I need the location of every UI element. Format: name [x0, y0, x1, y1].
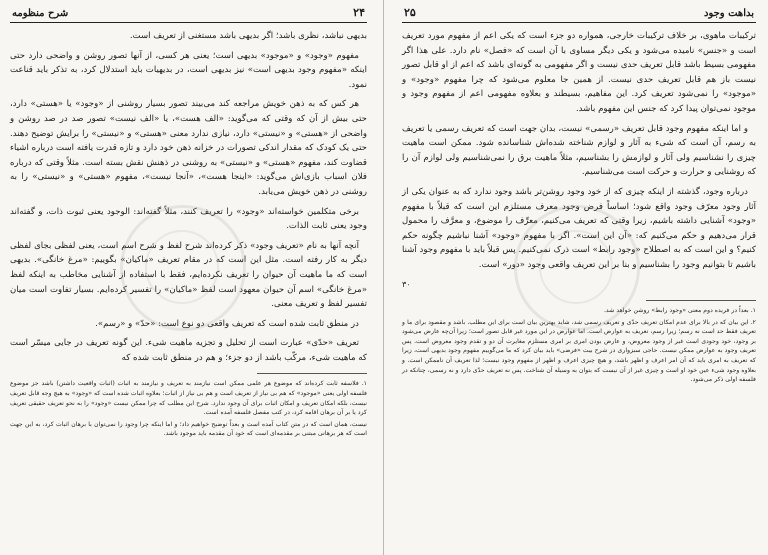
left-page-header	[10, 6, 367, 23]
page-mark: ۳۰	[402, 279, 411, 289]
left-footnotes	[10, 379, 367, 439]
paragraph: تعریف «حدّی» عبارت است از تحلیل و تجزیه ماهیت شیء. این گونه تعریف در جایی میسّر است که ماهیت شیء، مرکّب باشد از دو جزء؛ و هم در منطق ثابت شده که	[10, 338, 367, 363]
right-page-header	[402, 6, 756, 23]
footnote: ۱. فلاسفه ثابت کرده‌اند که موضوع هر علمی ممکن است نیازمند به تعریف و نیازمند به اثبات (اثبات واقعیت داشتن) باشد جز موضوع فلسفه اولی یعنی «موجود» که هم بی نیاز از تعریف است و هم بی نیاز از اثبات؛ بعلاوه اثبات شده است که «وجود» به هیچ وجه قابل تعریف نیست، بلکه امکان تعریف و امکان اثبات برای آن وجود ندارد. شرح این مطلب که چرا ممکن نیست «وجود» را به نحو تعریف حقیقی تعریف کرد یا بر آن برهان اقامه کرد، در کتب مفصل فلسفه آمده است.	[10, 380, 367, 417]
right-footnotes	[402, 306, 756, 385]
footnote: ۲. این بیان که در بالا برای عدم امکان تعریف حدّی و تعریف رسمی شد، شاید بهترین بیان است برای این مطلب. باشد و مقصود برای ما و تعریف فقط حد است نه رسم؛ زیرا رسم، تعریف به عوارض است. اما عوارض در این مورد غیر قابل تصور است؛ زیرا آن‌چه عارض می‌شود بر وجود، خود وجودی است غیر از وجود معروض، و عارض بودن امری بر امری مستلزم مغایرت آن دو و تقدم وجود معروض است. پس تعریف وجود به عوارض ممکن نیست. حاجی سبزواری در شرح بیت «فرضی» باید بیان کرد که ما می‌گوییم مفهوم وجود بدیهی است، زیرا که تعریف به امری باید که آن امر اعرف و اظهر باشد، و هیچ چیزی اعرف و اظهر از مفهوم وجود نیست؛ لذا تعریف آن ناممکن است. و بعلاوه وجود شیء عین خود او است و چیزی غیر از آن نیست که بتوان به وسیله آن شناخت. پس نه تعریف حدّی دارد و نه رسمی، چنانکه در فلسفه اولی ذکر می‌شود.	[402, 318, 756, 384]
running-title: شرح منظومه	[12, 8, 69, 19]
footnote: نیست، همان است که در متن کتاب آمده است و بعداً توضیح خواهیم داد؛ و اما اینکه چرا وجود را نمی‌توان با برهان اثبات کرد، به این جهت است که هر برهانی مبتنی بر مقدمه‌ای است که خود آن مقدمه باید موجود باشد.	[10, 420, 367, 438]
paragraph: در منطق ثابت شده است که تعریف واقعی دو نوع است: «حدّ» و «رسم».	[95, 318, 359, 329]
paragraph: برخی متکلمین خواسته‌اند «وجود» را تعریف کنند، مثلاً گفته‌اند: الوجود یعنی ثبوت ذات، و گفته‌اند وجود یعنی ثابت الذات.	[10, 206, 367, 232]
paragraph: آنچه آنها به نام «تعریف وجود» ذکر کرده‌اند شرح لفظ و شرح اسم است، یعنی لفظی بجای لفظی دیگر به کار رفته است. مثل این است که در مقام تعریف «ماکیان» بگوییم: «مرغ خانگی». بدیهی است که ما ماهیت آن حیوان را تعریف نکرده‌ایم، فقط با استفاده از آشنایی مخاطب به اینکه لفظ «مرغ خانگی» اسم آن حیوان معهود است لفظ «ماکیان» را تفسیر کرده‌ایم. بسیار تفاوت است میان تفسیر لفظ و تعریف معنی.	[10, 240, 367, 310]
paragraph: درباره وجود، گذشته از اینکه چیزی که از خود وجود روشن‌تر باشد وجود ندارد که به عنوان یکی از آثار وجود معرّف وجود واقع شود؛ اساساً فرض وجود معرف مستلزم این است که قبلاً با مفهوم «وجود» آشنایی داشته باشیم، زیرا وقتی که تعریف می‌کنیم، معرِّف را موضوع، و معرَّف را محمول قرار می‌دهیم و حکم می‌کنیم که: «آن این است». اگر با مفهوم «وجود» آشنا نباشیم چگونه حکم کنیم؟ و این است که به اصطلاح «وجود رابط» است ذرک نمی‌کنیم. پس قبلاً باید با مفهوم وجود آشنا باشیم تا بتوانیم وجود را بشناسیم و بنا بر این تعریف واقعی وجود «دور» است.	[402, 186, 756, 270]
paragraph: ترکیبات ماهوی، بر خلاف ترکیبات خارجی، همواره دو جزء است که یکی اعم از مفهوم مورد تعریف است و «جنس» نامیده می‌شود و یکی دیگر مساوی با آن است که «فصل» نام دارد. علی هذا اگر مفهومی بسیط باشد قابل تعریف حدی نیست و اگر مفهومی به گونه‌ای باشد که اعم از او قابل تصور نیست باز هم قابل تعریف حدی نیست. از همین جا معلوم می‌شود که چرا مفهوم «وجود» و «موجود» را نمی‌شود تعریف کرد. این مفاهیم، بسیطند و بعلاوه مفهومی اعم از مفهوم وجود و موجود نمی‌توان پیدا کرد که جنس این مفهوم باشد.	[402, 31, 756, 114]
page-number: ۲۴	[353, 6, 365, 19]
footnote-rule	[646, 300, 756, 301]
running-title: بداهت وجود	[703, 8, 754, 19]
footnote: ۱. بعداً در فریده دوم معنی «وجود رابط» روشن خواهد شد.	[603, 307, 756, 315]
paragraph: هر کس که به ذهن خویش مراجعه کند می‌بیند تصور بسیار روشنی از «وجود» یا «هستی» دارد، حتی بیش از آن که وقتی که می‌گوید: «الف هست»، یا «الف نیست» تصور صد در صد روشن و واضحی از «هستی» و «نیستی» دارد، نیازی ندارد معنی «هستی» و «نیستی» را برایش توضیح دهند. حتی یک کودک که مقدار اندکی تصورات در خزانه ذهن خود دارد و تازه قدرت یافته است درباره اشیاء قضاوت کند، مفهوم «هستی» و «نیستی» به روشنی در ذهنش نقش بسته است. مثلاً وقتی که درباره فلان اسباب بازی‌اش می‌گوید: «اینجا هست»، «آنجا نیست»، مفهوم «هستی» و «نیستی» را به روشنی در ذهن خویش می‌یابد.	[10, 99, 367, 197]
paragraph: مفهوم «وجود» و «موجود» بدیهی است؛ یعنی هر کسی، از آنها تصور روشن و واضحی دارد حتی اینکه «مفهوم وجود بدیهی است» نیز بدیهی است، در بدیهیات باید استدلال کرد، به تذکر باید قناعت نمود.	[10, 50, 367, 90]
left-page-body	[10, 29, 367, 365]
right-page	[384, 0, 768, 555]
paragraph: بدیهی نباشد، نظری باشد؛ اگر بدیهی باشد مستغنی از تعریف است.	[129, 31, 367, 41]
paragraph: و اما اینکه مفهوم وجود قابل تعریف «رسمی» نیست، بدان جهت است که تعریف رسمی یا تعریف به رسم، آن است که شیء به آثار و لوازم شناخته شده‌اش شناسانده شود. ممکن است ماهیت چیزی را نشناسیم ولی آثار و لوازمش را بشناسیم، مثلاً ماهیت برق را نمی‌شناسیم ولی لوازم آن را که روشنایی و حرارت و حرکت است می‌شناسیم.	[402, 123, 756, 178]
page-number: ۲۵	[404, 6, 416, 19]
footnote-rule	[257, 373, 367, 374]
right-page-body	[402, 29, 756, 292]
